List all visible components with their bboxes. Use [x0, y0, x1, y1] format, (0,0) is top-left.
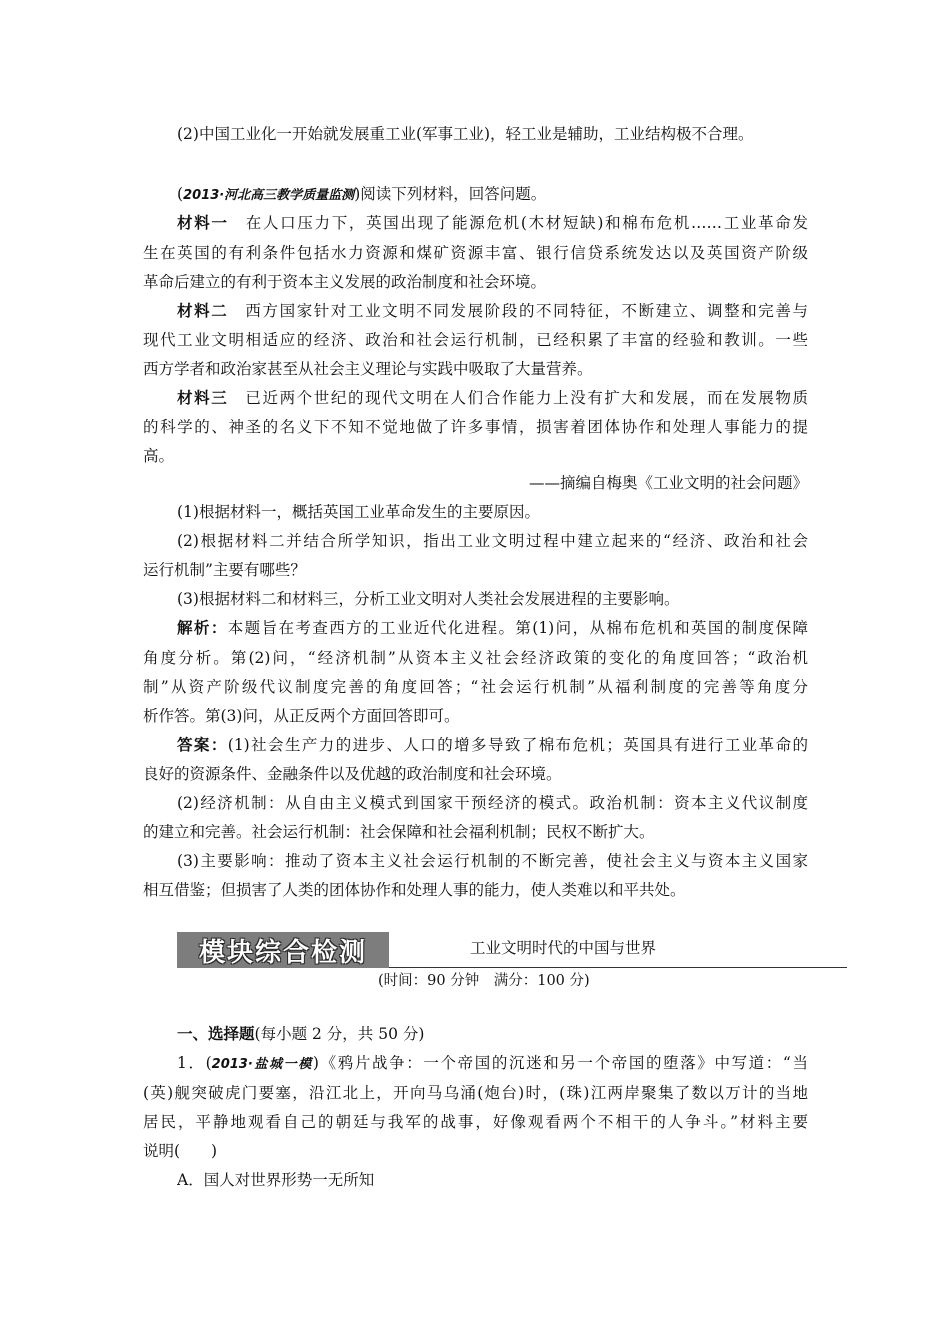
question-1-line-2: (英)舰突破虎门要塞，沿江北上，开向马乌涌(炮台)时，(珠)江两岸聚集了数以万计的当地 [143, 1084, 808, 1102]
material-1-label: 材料一 [177, 213, 229, 232]
answer-line-3: (2)经济机制：从自由主义模式到国家干预经济的模式。政治机制：资本主义代议制度 [177, 794, 808, 812]
module-divider [389, 967, 847, 968]
material-3-line-1: 材料三 已近两个世纪的现代文明在人们合作能力上没有扩大和发展，而在发展物质 [177, 388, 808, 407]
top-answer-2: (2)中国工业化一开始就发展重工业(军事工业)，轻工业是辅助，工业结构极不合理。 [177, 125, 754, 143]
material-3-line-2: 的科学的、神圣的名义下不知不觉地做了许多事情，损害着团体协作和处理人事能力的提 [143, 418, 808, 436]
question-1-line-3: 居民，平静地观看自己的朝廷与我军的战事，好像观看两个不相干的人争斗。”材料主要 [143, 1113, 808, 1131]
answer-line-6: 相互借鉴；但损害了人类的团体协作和处理人事的能力，使人类难以和平共处。 [143, 881, 686, 899]
material-2-line-2: 现代工业文明相适应的经济、政治和社会运行机制，已经积累了丰富的经验和教训。一些 [143, 331, 808, 349]
answer-line-5: (3)主要影响：推动了资本主义社会运行机制的不断完善，使社会主义与资本主义国家 [177, 852, 808, 870]
analysis-line-4: 析作答。第(3)问，从正反两个方面回答即可。 [143, 707, 460, 725]
module-banner-text: 模块综合检测 [198, 937, 367, 968]
answer-label: 答案： [177, 735, 228, 754]
analysis-line-2: 角度分析。第(2)问，“经济机制”从资本主义社会经济政策的变化的角度回答；“政治机 [143, 649, 808, 667]
sub-question-2-line-1: (2)根据材料二并结合所学知识，指出工业文明过程中建立起来的“经济、政治和社会 [177, 532, 808, 550]
module-banner [177, 932, 389, 968]
module-time-info: (时间：90 分钟 满分：100 分) [378, 973, 590, 989]
answer-line-1: 答案：(1)社会生产力的进步、人口的增多导致了棉布危机；英国具有进行工业革命的 [177, 735, 808, 754]
analysis-line-3: 制”从资产阶级代议制度完善的角度回答；“社会运行机制”从福利制度的完善等角度分 [143, 678, 808, 696]
sub-question-2-line-2: 运行机制”主要有哪些？ [143, 561, 306, 579]
section-1-heading: 一、选择题(每小题 2 分，共 50 分) [177, 1024, 425, 1043]
sub-question-1: (1)根据材料一，概括英国工业革命发生的主要原因。 [177, 503, 540, 521]
answer-line-4: 的建立和完善。社会运行机制：社会保障和社会福利机制；民权不断扩大。 [143, 823, 655, 841]
material-3-line-3: 高。 [143, 447, 175, 465]
material-3-label: 材料三 [177, 388, 229, 407]
question-1-line-4: 说明( ) [143, 1142, 218, 1160]
analysis-label: 解析： [177, 618, 228, 637]
sub-question-3: (3)根据材料二和材料三，分析工业文明对人类社会发展进程的主要影响。 [177, 590, 680, 608]
answer-line-2: 良好的资源条件、金融条件以及优越的政治制度和社会环境。 [143, 765, 562, 783]
material-1-line-1: 材料一 在人口压力下，英国出现了能源危机(木材短缺)和棉布危机……工业革命发 [177, 213, 808, 232]
analysis-line-1: 解析：本题旨在考查西方的工业近代化进程。第(1)问，从棉布危机和英国的制度保障 [177, 618, 808, 637]
material-1-line-2: 生在英国的有利条件包括水力资源和煤矿资源丰富、银行信贷系统发达以及英国资产阶级 [143, 244, 808, 262]
material-2-line-1: 材料二 西方国家针对工业文明不同发展阶段的不同特征，不断建立、调整和完善与 [177, 301, 808, 320]
material-2-label: 材料二 [177, 301, 229, 320]
question-intro: (2013·河北高三教学质量监测)阅读下列材料，回答问题。 [177, 185, 547, 203]
question-source: 2013·河北高三教学质量监测 [183, 188, 355, 203]
material-3-citation: ——摘编自梅奥《工业文明的社会问题》 [528, 474, 808, 492]
module-title: 工业文明时代的中国与世界 [470, 939, 657, 957]
material-1-line-3: 革命后建立的有利于资本主义发展的政治制度和社会环境。 [143, 273, 547, 291]
question-1-source: 2013·盐城一模 [211, 1057, 313, 1072]
question-1-option-a: A．国人对世界形势一无所知 [177, 1171, 375, 1189]
question-1-line-1: 1．(2013·盐城一模)《鸦片战争：一个帝国的沉迷和另一个帝国的堕落》中写道：“当 [177, 1054, 808, 1072]
material-2-line-3: 西方学者和政治家甚至从社会主义理论与实践中吸取了大量营养。 [143, 360, 593, 378]
